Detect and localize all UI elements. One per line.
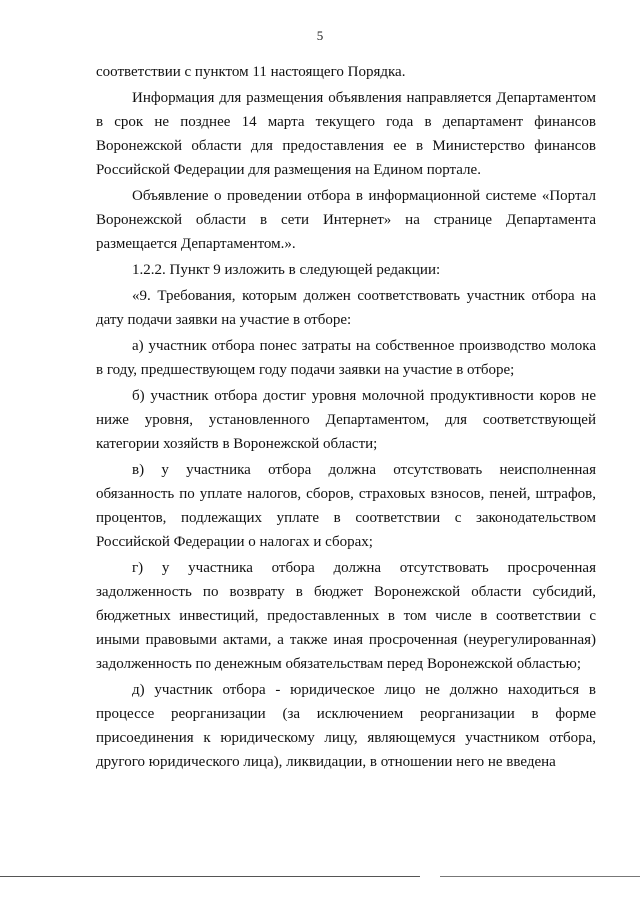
paragraph-info-submission: Информация для размещения объявления направляется Департаментом в срок не позднее 14 марта текущего года в департамент финансов Воронежской области для предоставления ее в Министерство финансов Российской Федерации для размещения на Едином портале. [96,90,596,178]
paragraph-announcement: Объявление о проведении отбора в информационной системе «Портал Воронежской области в сети Интернет» на странице Департамента размещается Департаментом.». [96,188,596,252]
paragraph-item-v: в) у участника отбора должна отсутствовать неисполненная обязанность по уплате налогов, сборов, страховых взносов, пеней, штрафов, процентов, подлежащих уплате в соответствии с законодательством Российской Федерации о налогах и сборах; [96,462,596,550]
scan-edge-line-right [440,876,640,877]
scan-edge-line [0,876,420,877]
paragraph-amendment-1-2-2: 1.2.2. Пункт 9 изложить в следующей редакции: [132,262,441,278]
paragraph-item-g: г) у участника отбора должна отсутствовать просроченная задолженность по возврату в бюджет Воронежской области субсидий, бюджетных инвестиций, предоставленных в том числе в соответствии с иными правовыми актами, а также иная просроченная (неурегулированная) задолженность по денежным обязательствам перед Воронежской областью; [96,560,596,672]
paragraph-item-a: а) участник отбора понес затраты на собственное производство молока в году, предшествующем году подачи заявки на участие в отборе; [96,338,596,378]
paragraph-continuation: соответствии с пунктом 11 настоящего Порядка. [96,64,406,80]
paragraph-item-d: д) участник отбора - юридическое лицо не должно находиться в процессе реорганизации (за исключением реорганизации в форме присоединения к юридическому лицу, являющемуся участником отбора, другого юридического лица), ликвидации, в отношении него не введена [96,682,596,770]
page-number: 5 [316,28,324,43]
paragraph-requirements-9: «9. Требования, которым должен соответствовать участник отбора на дату подачи заявки на участие в отборе: [96,288,596,328]
paragraph-item-b: б) участник отбора достиг уровня молочной продуктивности коров не ниже уровня, установленного Департаментом, для соответствующей категории хозяйств в Воронежской области; [96,388,596,452]
document-body [96,60,596,776]
